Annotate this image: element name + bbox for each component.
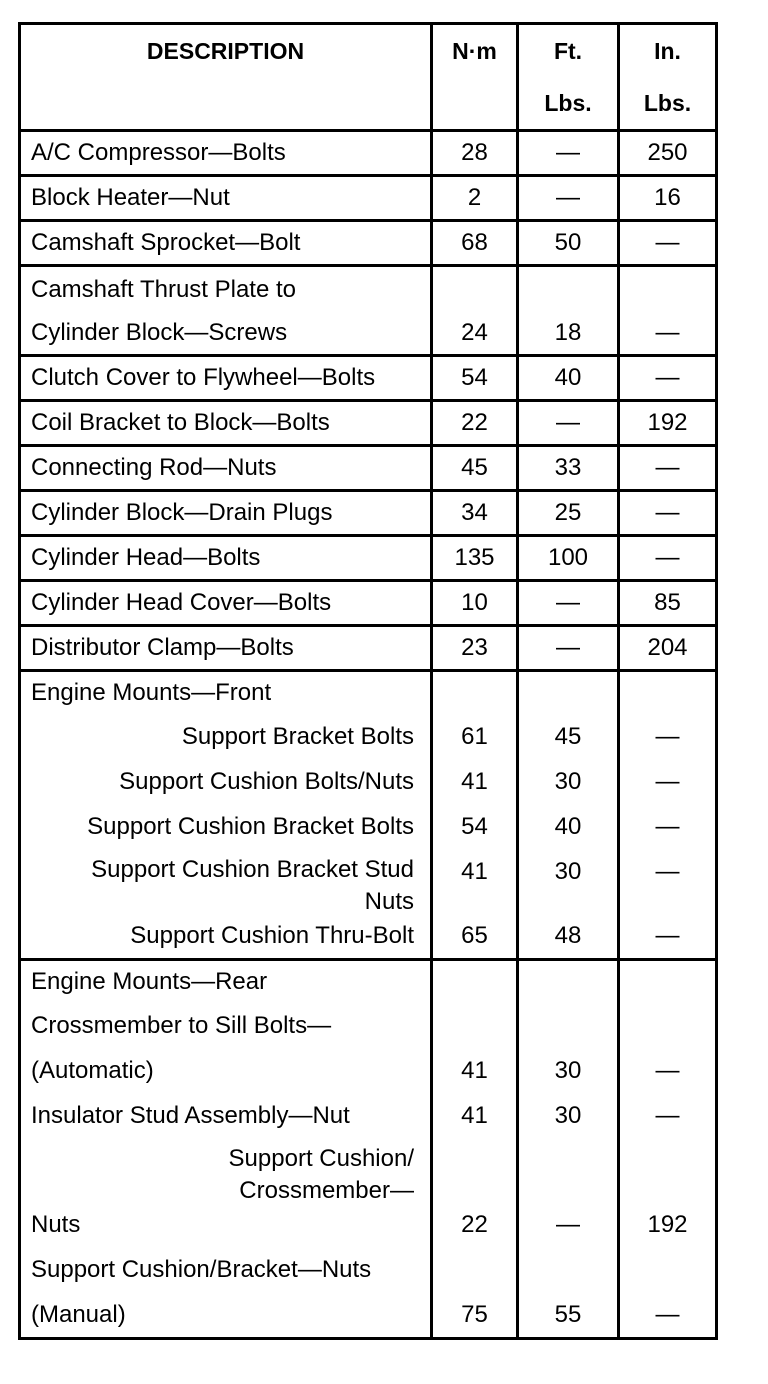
front-item-label: Support Bracket Bolts: [181, 723, 414, 750]
row-in-lbs: —: [619, 446, 717, 491]
row-ft-lbs: 100: [518, 536, 619, 581]
front-item-label: Support Cushion Bracket Bolts: [87, 813, 414, 840]
row-description: Cylinder Head Cover—Bolts: [20, 581, 432, 626]
rear-item-label: Support Cushion/Bracket—Nuts: [31, 1256, 372, 1283]
row-ft-lbs: 25: [518, 491, 619, 536]
row-ft-lbs: —: [518, 401, 619, 446]
table-row: [20, 581, 717, 626]
rear-item-label: Crossmember to Sill Bolts—: [31, 1012, 332, 1039]
row-description: Block Heater—Nut: [20, 176, 432, 221]
row-nm: 22: [432, 401, 518, 446]
rear-mounts-in-lbs: — — 192 —: [619, 960, 717, 1339]
row-nm: 45: [432, 446, 518, 491]
rear-item-label: Insulator Stud Assembly—Nut: [31, 1102, 350, 1129]
front-mounts-row: [20, 671, 717, 960]
row-nm: 34: [432, 491, 518, 536]
table-row: [20, 626, 717, 671]
row-in-lbs: 16: [619, 176, 717, 221]
rear-item-label: Support Cushion/ Crossmember—: [228, 1145, 414, 1204]
rear-item-label: (Automatic): [31, 1057, 154, 1084]
rear-mounts-title: Engine Mounts—Rear: [31, 968, 268, 995]
row-in-lbs: 250: [619, 131, 717, 176]
row-in-lbs: —: [619, 356, 717, 401]
front-item-label: Support Cushion Thru-Bolt: [130, 922, 414, 949]
row-nm: 135: [432, 536, 518, 581]
row-description: Coil Bracket to Block—Bolts: [20, 401, 432, 446]
row-in-lbs: 192: [619, 401, 717, 446]
row-description: Distributor Clamp—Bolts: [20, 626, 432, 671]
row-nm: 2: [432, 176, 518, 221]
row-description: Clutch Cover to Flywheel—Bolts: [20, 356, 432, 401]
row-ft-lbs: —: [518, 626, 619, 671]
table-row: [20, 131, 717, 176]
row-description: Cylinder Head—Bolts: [20, 536, 432, 581]
rear-mounts-descriptions: [20, 960, 432, 1339]
torque-spec-table: [18, 22, 718, 1340]
row-in-lbs: —: [619, 536, 717, 581]
row-in-lbs: 204: [619, 626, 717, 671]
row-description: Connecting Rod—Nuts: [20, 446, 432, 491]
front-item-label: Support Cushion Bracket Stud Nuts: [91, 856, 414, 915]
row-ft-lbs: 18: [518, 266, 619, 356]
table-row: [20, 176, 717, 221]
row-ft-lbs: 50: [518, 221, 619, 266]
row-description: Camshaft Thrust Plate to Cylinder Block—Screws: [20, 266, 432, 356]
row-description: A/C Compressor—Bolts: [20, 131, 432, 176]
table-row: [20, 491, 717, 536]
table-row: [20, 356, 717, 401]
front-mounts-nm: 61 41 54 41 65: [432, 671, 518, 960]
row-in-lbs: —: [619, 491, 717, 536]
row-nm: 23: [432, 626, 518, 671]
header-ft-lbs: Ft. Lbs.: [518, 24, 619, 131]
header-in-lbs: In. Lbs.: [619, 24, 717, 131]
row-ft-lbs: 40: [518, 356, 619, 401]
row-in-lbs: —: [619, 221, 717, 266]
rear-mounts-ft-lbs: 30 30 — 55: [518, 960, 619, 1339]
table-row: [20, 446, 717, 491]
table-row: [20, 266, 717, 356]
header-nm: N·m: [432, 24, 518, 131]
row-ft-lbs: 33: [518, 446, 619, 491]
row-nm: 28: [432, 131, 518, 176]
front-mounts-ft-lbs: 45 30 40 30 48: [518, 671, 619, 960]
rear-item-label: Nuts: [31, 1211, 81, 1238]
table-row: [20, 401, 717, 446]
rear-item-label: (Manual): [31, 1301, 126, 1328]
table-row: [20, 221, 717, 266]
row-in-lbs: 85: [619, 581, 717, 626]
rear-mounts-nm: 41 41 22 75: [432, 960, 518, 1339]
header-description: DESCRIPTION: [20, 24, 432, 131]
row-ft-lbs: —: [518, 581, 619, 626]
front-item-label: Support Cushion Bolts/Nuts: [119, 768, 414, 795]
row-ft-lbs: —: [518, 131, 619, 176]
rear-mounts-row: [20, 960, 717, 1339]
front-mounts-descriptions: [20, 671, 432, 960]
row-description: Cylinder Block—Drain Plugs: [20, 491, 432, 536]
row-ft-lbs: —: [518, 176, 619, 221]
row-in-lbs: —: [619, 266, 717, 356]
front-mounts-title: Engine Mounts—Front: [31, 679, 272, 706]
row-nm: 24: [432, 266, 518, 356]
front-mounts-in-lbs: — — — — —: [619, 671, 717, 960]
row-nm: 68: [432, 221, 518, 266]
table-row: [20, 536, 717, 581]
header-row: [20, 24, 717, 131]
row-description: Camshaft Sprocket—Bolt: [20, 221, 432, 266]
row-nm: 54: [432, 356, 518, 401]
row-nm: 10: [432, 581, 518, 626]
